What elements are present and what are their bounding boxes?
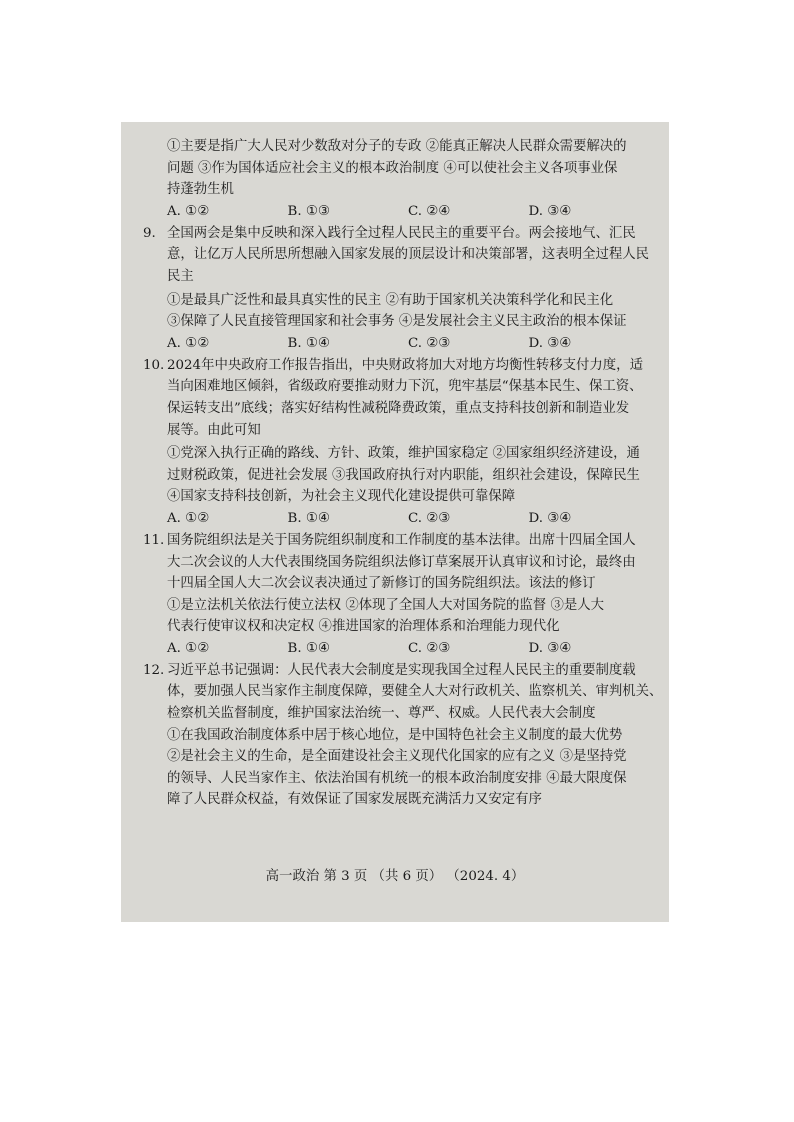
question-line: 持蓬勃生机 [167, 182, 234, 198]
option-b: B. ①④ [287, 335, 330, 351]
question-text: 习近平总书记强调：人民代表大会制度是实现我国全过程人民民主的重要制度载 [167, 662, 636, 678]
exam-page [121, 122, 669, 922]
question-8-continued [143, 136, 649, 223]
question-line: 意，让亿万人民所思所想融入国家发展的顶层设计和决策部署，这表明全过程人民 [167, 247, 650, 263]
question-stem-line [143, 223, 649, 245]
question-11 [143, 530, 649, 660]
question-line: 问题 ③作为国体适应社会主义的根本政治制度 ④可以使社会主义各项事业保 [167, 160, 618, 176]
option-d: D. ③④ [528, 203, 572, 219]
option-b: B. ①④ [287, 510, 330, 526]
question-line: 检察机关监督制度，维护国家法治统一、尊严、权威。人民代表大会制度 [167, 706, 596, 722]
question-line: 当向困难地区倾斜，省级政府要推动财力下沉，兜牢基层“保基本民生、保工资、 [167, 379, 643, 395]
question-line: 展等。由此可知 [167, 422, 261, 438]
question-line: ③保障了人民直接管理国家和社会事务 ④是发展社会主义民主政治的根本保证 [167, 314, 627, 330]
question-line: ①主要是指广大人民对少数敌对分子的专政 ②能真正解决人民群众需要解决的 [167, 139, 627, 154]
question-line: ②是社会主义的生命，是全面建设社会主义现代化国家的应有之义 ③是坚持党 [167, 749, 627, 765]
question-line: ①是立法机关依法行使立法权 ②体现了全国人大对国务院的监督 ③是人大 [167, 597, 605, 613]
question-text: 全国两会是集中反映和深入践行全过程人民民主的重要平台。两会接地气、汇民 [167, 225, 636, 241]
option-c: C. ②③ [408, 510, 451, 526]
option-c: C. ②④ [408, 203, 451, 219]
question-line: ④国家支持科技创新，为社会主义现代化建设提供可靠保障 [167, 489, 516, 505]
question-line: 体，要加强人民当家作主制度保障，要健全人大对行政机关、监察机关、审判机关、 [167, 684, 663, 700]
question-text: 国务院组织法是关于国务院组织制度和工作制度的基本法律。出席十四届全国人 [167, 532, 636, 548]
question-line: ①是最具广泛性和最具真实性的民主 ②有助于国家机关决策科学化和民主化 [167, 292, 614, 308]
question-line: 保运转支出”底线；落实好结构性减税降费政策，重点支持科技创新和制造业发 [167, 400, 630, 416]
question-10 [143, 355, 649, 530]
answer-options [143, 638, 649, 660]
option-a: A. ①② [167, 335, 210, 351]
option-b: B. ①④ [287, 640, 330, 656]
option-d: D. ③④ [528, 640, 572, 656]
option-d: D. ③④ [528, 335, 572, 351]
question-number: 12. [143, 662, 165, 678]
question-12 [143, 660, 663, 811]
question-line: 十四届全国人大二次会议表决通过了新修订的国务院组织法。该法的修订 [167, 576, 596, 592]
question-stem-line [143, 355, 649, 377]
answer-options [143, 508, 649, 530]
option-b: B. ①③ [287, 203, 330, 219]
option-c: C. ②③ [408, 335, 451, 351]
answer-options [143, 201, 649, 223]
question-number: 11. [143, 532, 165, 548]
question-line: 大二次会议的人大代表围绕国务院组织法修订草案展开认真审议和讨论，最终由 [167, 554, 636, 570]
answer-options [143, 333, 649, 355]
page-footer: 高一政治 第 3 页 （共 6 页） （2024. 4） [265, 869, 525, 884]
option-a: A. ①② [167, 640, 210, 656]
question-line: 民主 [167, 268, 194, 284]
question-line: 的领导、人民当家作主、依法治国有机统一的根本政治制度安排 ④最大限度保 [167, 770, 627, 786]
question-number: 9. [143, 225, 156, 241]
question-line: ①党深入执行正确的路线、方针、政策，维护国家稳定 ②国家组织经济建设，通 [167, 446, 640, 462]
question-line: 障了人民群众权益，有效保证了国家发展既充满活力又安定有序 [167, 792, 542, 808]
option-a: A. ①② [167, 510, 210, 526]
question-number: 10. [143, 357, 165, 373]
option-c: C. ②③ [408, 640, 451, 656]
question-line: 过财税政策，促进社会发展 ③我国政府执行对内职能，组织社会建设，保障民生 [167, 467, 640, 483]
question-line: ①在我国政治制度体系中居于核心地位，是中国特色社会主义制度的最大优势 [167, 727, 623, 743]
question-text: 2024年中央政府工作报告指出，中央财政将加大对地方均衡性转移支付力度，适 [167, 357, 643, 373]
question-9 [143, 223, 649, 355]
option-a: A. ①② [167, 203, 210, 219]
question-line: 代表行使审议权和决定权 ④推进国家的治理体系和治理能力现代化 [167, 619, 560, 635]
question-stem-line [143, 660, 649, 682]
question-stem-line [143, 530, 649, 552]
option-d: D. ③④ [528, 510, 572, 526]
